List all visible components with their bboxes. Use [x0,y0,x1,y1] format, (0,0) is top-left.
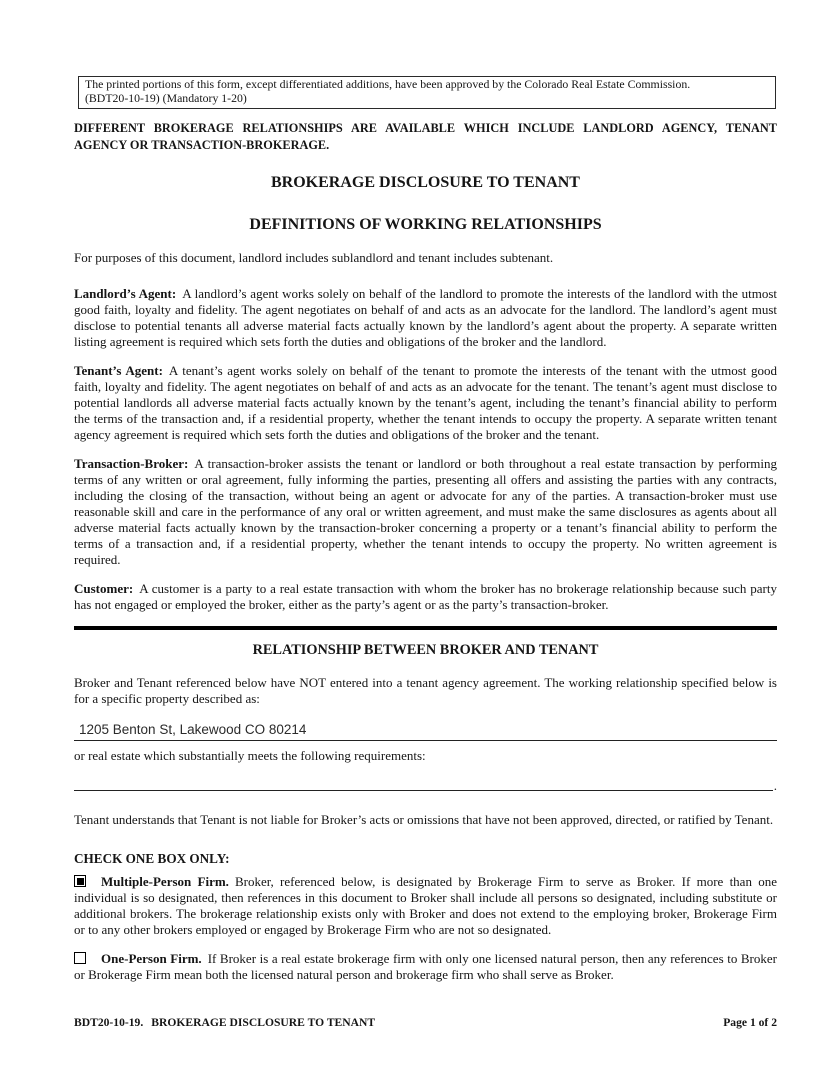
definition-term: Tenant’s Agent: [74,363,163,379]
option-text: If Broker is a real estate brokerage firm with only one licensed natural person, then any references to Broker or Brokerage Firm mean both the licensed natural person and brokerage firm who shall serve as Broker. [74,951,777,983]
document-content [74,0,777,996]
footer-form-id [74,1016,375,1030]
approval-box-line2: (BDT20-10-19) (Mandatory 1-20) [85,90,247,105]
definition-transaction-broker [74,456,777,568]
option-label: One-Person Firm. [101,951,202,967]
approval-box [78,76,776,109]
multiple-person-firm-checkbox[interactable] [74,875,86,887]
footer-form-code: BDT20-10-19. [74,1016,144,1029]
check-one-box-heading: CHECK ONE BOX ONLY: [74,851,230,867]
definitions-subtitle: DEFINITIONS OF WORKING RELATIONSHIPS [249,216,602,234]
definition-term: Landlord’s Agent: [74,286,177,302]
one-person-firm-checkbox[interactable] [74,952,86,964]
property-description-input[interactable]: 1205 Benton St, Lakewood CO 80214 [74,720,777,741]
definition-text: A customer is a party to a real estate transaction with whom the broker has no brokerage relationship because such party has not engaged or employed the broker, either as the party’s agent or as the party’s transaction-broker. [74,581,777,613]
definition-tenants-agent [74,363,777,443]
document-title: BROKERAGE DISCLOSURE TO TENANT [271,174,580,192]
footer-form-title: BROKERAGE DISCLOSURE TO TENANT [151,1016,376,1029]
brokerage-relationships-disclaimer: DIFFERENT BROKERAGE RELATIONSHIPS ARE AVAILABLE WHICH INCLUDE LANDLORD AGENCY, TENANT AGENCY OR TRANSACTION-BROKERAGE. [74,121,777,152]
page-footer [74,1016,777,1030]
sentence-period: . [773,778,777,794]
relationship-paragraph-2: or real estate which substantially meets the following requirements: [74,748,426,764]
intro-paragraph: For purposes of this document, landlord includes sublandlord and tenant includes subtenant. [74,250,554,266]
option-label: Multiple-Person Firm. [101,874,229,890]
option-text: Broker, referenced below, is designated by Brokerage Firm to serve as Broker. If more than one individual is so designated, then references in this document to Broker shall include all persons so designated, including substitute or additional brokers. The brokerage relationship exists only with Broker and does not extend to the employing broker, Brokerage Firm or to any other brokers employed or engaged by Brokerage Firm who are not so designated. [74,874,777,938]
requirements-input[interactable] [74,777,773,791]
relationship-section-heading: RELATIONSHIP BETWEEN BROKER AND TENANT [252,642,599,659]
section-divider [74,626,777,630]
definition-text: A transaction-broker assists the tenant or landlord or both throughout a real estate transaction by performing terms of any written or oral agreement, fully informing the parties, presenting all offers and assisting the parties with any contracts, including the closing of the transaction, without being an agent or advocate for any of the parties. A transaction-broker must use reasonable skill and care in the performance of any oral or written agreement, and must make the same disclosures as agents about all adverse material facts actually known by the transaction-broker concerning a property or a tenant’s financial ability to perform the terms of a transaction and, if a residential property, whether the tenant intends to occupy the property. No written agreement is required. [74,456,777,568]
definition-text: A tenant’s agent works solely on behalf of the tenant to promote the interests of the tenant with the utmost good faith, loyalty and fidelity. The agent negotiates on behalf of and acts as an advocate for the tenant. The tenant’s agent must disclose to potential landlords all adverse material facts actually known by the tenant’s agent, including the tenant’s financial ability to perform the terms of the transaction and, if a residential property, whether the tenant intends to occupy the property. A separate written tenant agency agreement is required which sets forth the duties and obligations of the broker and the tenant. [74,363,777,443]
tenant-liability-paragraph: Tenant understands that Tenant is not liable for Broker’s acts or omissions that have not been approved, directed, or ratified by Tenant. [74,812,774,828]
definition-text: A landlord’s agent works solely on behalf of the landlord to promote the interests of the landlord with the utmost good faith, loyalty and fidelity. The agent negotiates on behalf of and acts as an advocate for the landlord. The landlord’s agent must disclose to potential tenants all adverse material facts actually known by the landlord’s agent about the property. A separate written listing agreement is required which sets forth the duties and obligations of the broker and the landlord. [74,286,777,350]
definition-landlords-agent [74,286,777,350]
approval-box-line1: The printed portions of this form, except differentiated additions, have been approved by the Colorado Real Estate Commission. [85,77,691,91]
option-multiple-person-firm [74,874,777,938]
requirements-blank-row [74,777,777,794]
definition-customer [74,581,777,613]
option-one-person-firm [74,951,777,983]
page-number: Page 1 of 2 [723,1016,777,1029]
definition-term: Transaction-Broker: [74,456,189,472]
definition-term: Customer: [74,581,134,597]
relationship-paragraph-1: Broker and Tenant referenced below have NOT entered into a tenant agency agreement. The working relationship specified below is for a specific property described as: [74,675,777,707]
